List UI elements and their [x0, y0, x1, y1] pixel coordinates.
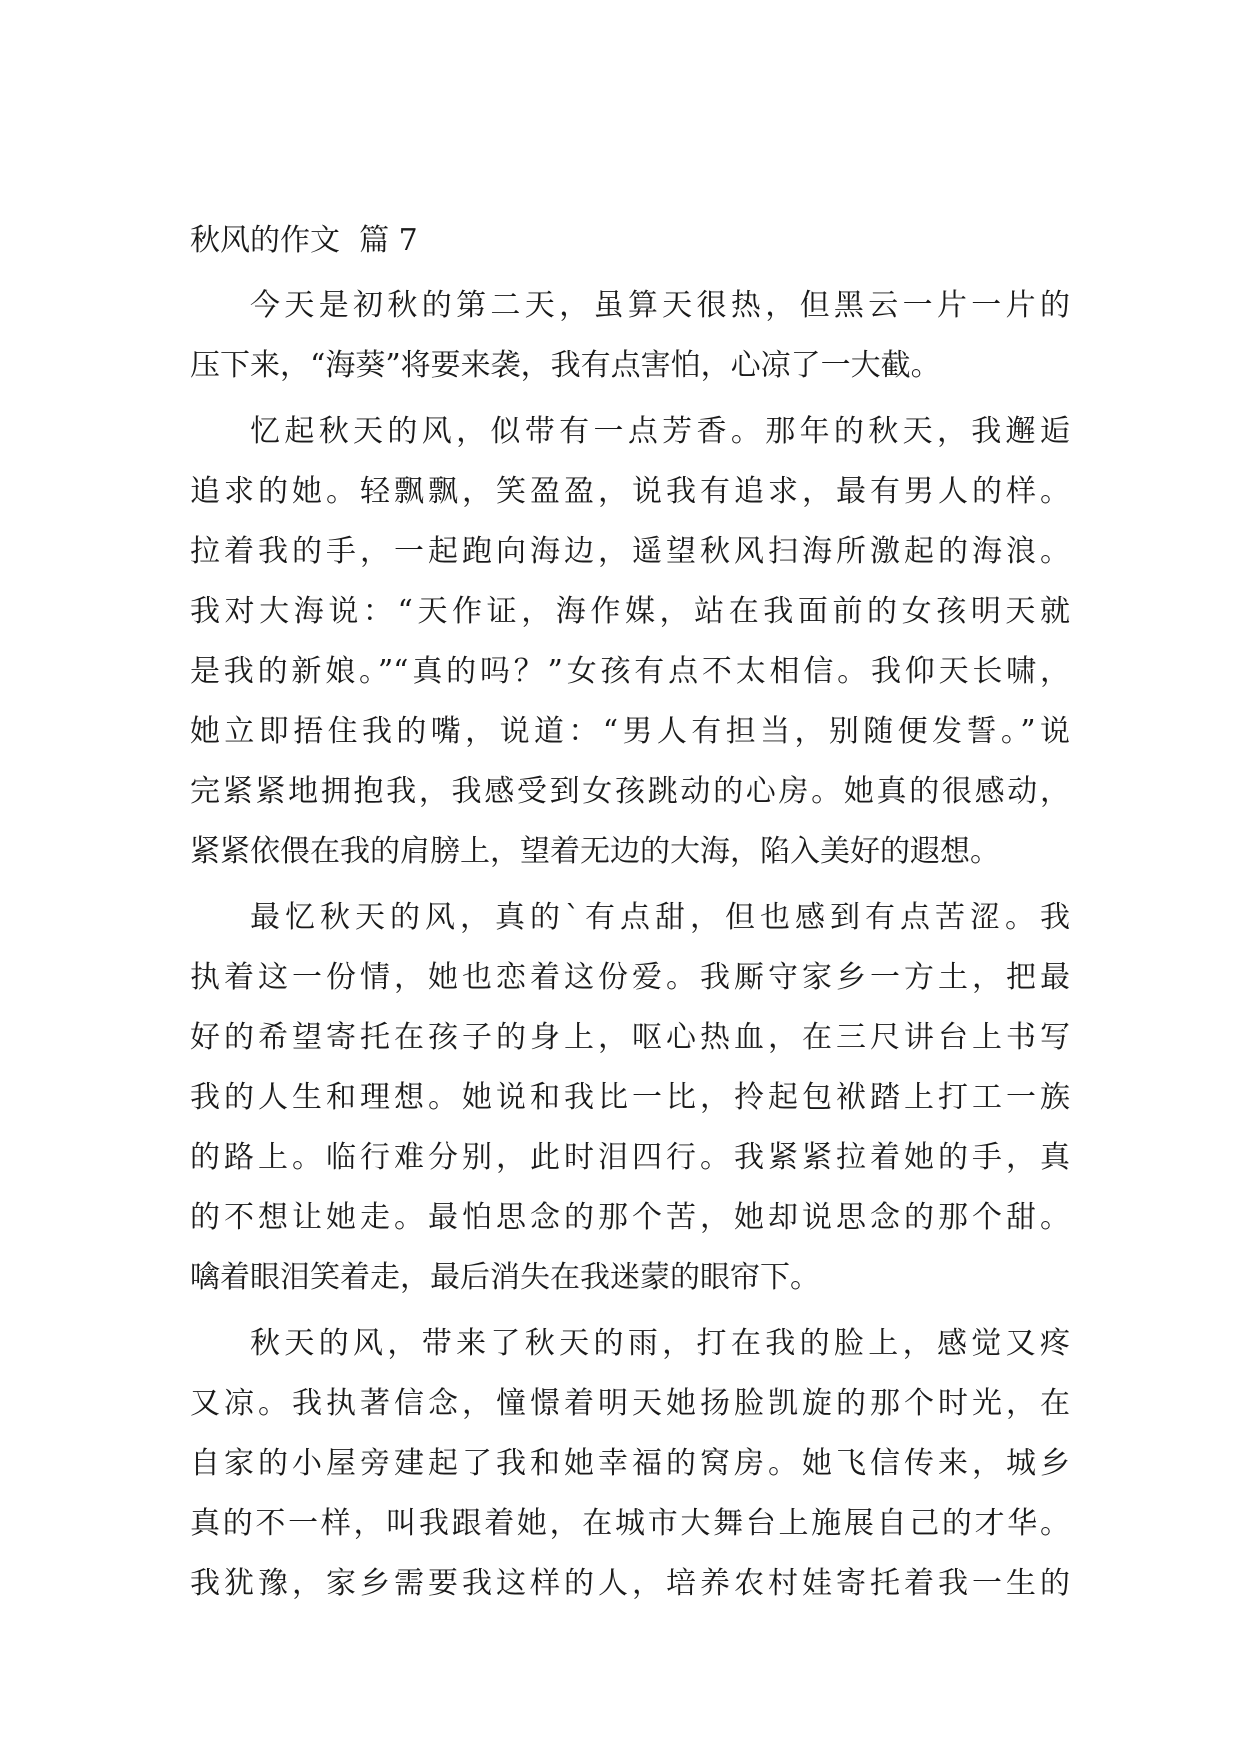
text-line: 拉着我的手，一起跑向海边，遥望秋风扫海所激起的海浪。 [190, 534, 1070, 569]
text-line: 的不想让她走。最怕思念的那个苦，她却说思念的那个甜。 [190, 1200, 1070, 1235]
text-line: 我对大海说：“天作证，海作媒，站在我面前的女孩明天就 [190, 594, 1070, 629]
text-line: 执着这一份情，她也恋着这份爱。我厮守家乡一方土，把最 [190, 960, 1070, 995]
text-line: 压下来，“海葵”将要来袭，我有点害怕，心凉了一大截。 [190, 348, 941, 383]
text-line: 又凉。我执著信念，憧憬着明天她扬脸凯旋的那个时光，在 [190, 1386, 1070, 1421]
paragraph-2 [190, 402, 1070, 882]
text-line: 是我的新娘。”“真的吗？”女孩有点不太相信。我仰天长啸， [190, 654, 1070, 689]
text-line: 自家的小屋旁建起了我和她幸福的窝房。她飞信传来，城乡 [190, 1446, 1070, 1481]
text-line: 忆起秋天的风，似带有一点芳香。那年的秋天，我邂逅 [250, 414, 1070, 449]
text-line: 我犹豫，家乡需要我这样的人，培养农村娃寄托着我一生的 [190, 1566, 1070, 1601]
paragraph-4 [190, 1314, 1070, 1614]
document-title: 秋风的作文 篇 7 [190, 223, 418, 258]
text-line: 的路上。临行难分别，此时泪四行。我紧紧拉着她的手，真 [190, 1140, 1070, 1175]
text-line: 我的人生和理想。她说和我比一比，拎起包袱踏上打工一族 [190, 1080, 1070, 1115]
paragraph-1 [190, 276, 1070, 396]
text-line: 真的不一样，叫我跟着她，在城市大舞台上施展自己的才华。 [190, 1506, 1070, 1541]
text-line: 今天是初秋的第二天，虽算天很热，但黑云一片一片的 [250, 288, 1070, 323]
text-line: 噙着眼泪笑着走，最后消失在我迷蒙的眼帘下。 [190, 1260, 820, 1295]
text-line: 好的希望寄托在孩子的身上，呕心热血，在三尺讲台上书写 [190, 1020, 1070, 1055]
text-line: 紧紧依偎在我的肩膀上，望着无边的大海，陷入美好的遐想。 [190, 834, 1000, 869]
text-line: 完紧紧地拥抱我，我感受到女孩跳动的心房。她真的很感动， [190, 774, 1070, 809]
text-line: 追求的她。轻飘飘，笑盈盈，说我有追求，最有男人的样。 [190, 474, 1070, 509]
text-line: 她立即捂住我的嘴，说道：“男人有担当，别随便发誓。”说 [190, 714, 1070, 749]
document-body [190, 221, 1070, 1614]
text-line: 最忆秋天的风，真的`有点甜，但也感到有点苦涩。我 [250, 900, 1070, 935]
paragraph-3 [190, 888, 1070, 1308]
text-line: 秋天的风，带来了秋天的雨，打在我的脸上，感觉又疼 [250, 1326, 1070, 1361]
